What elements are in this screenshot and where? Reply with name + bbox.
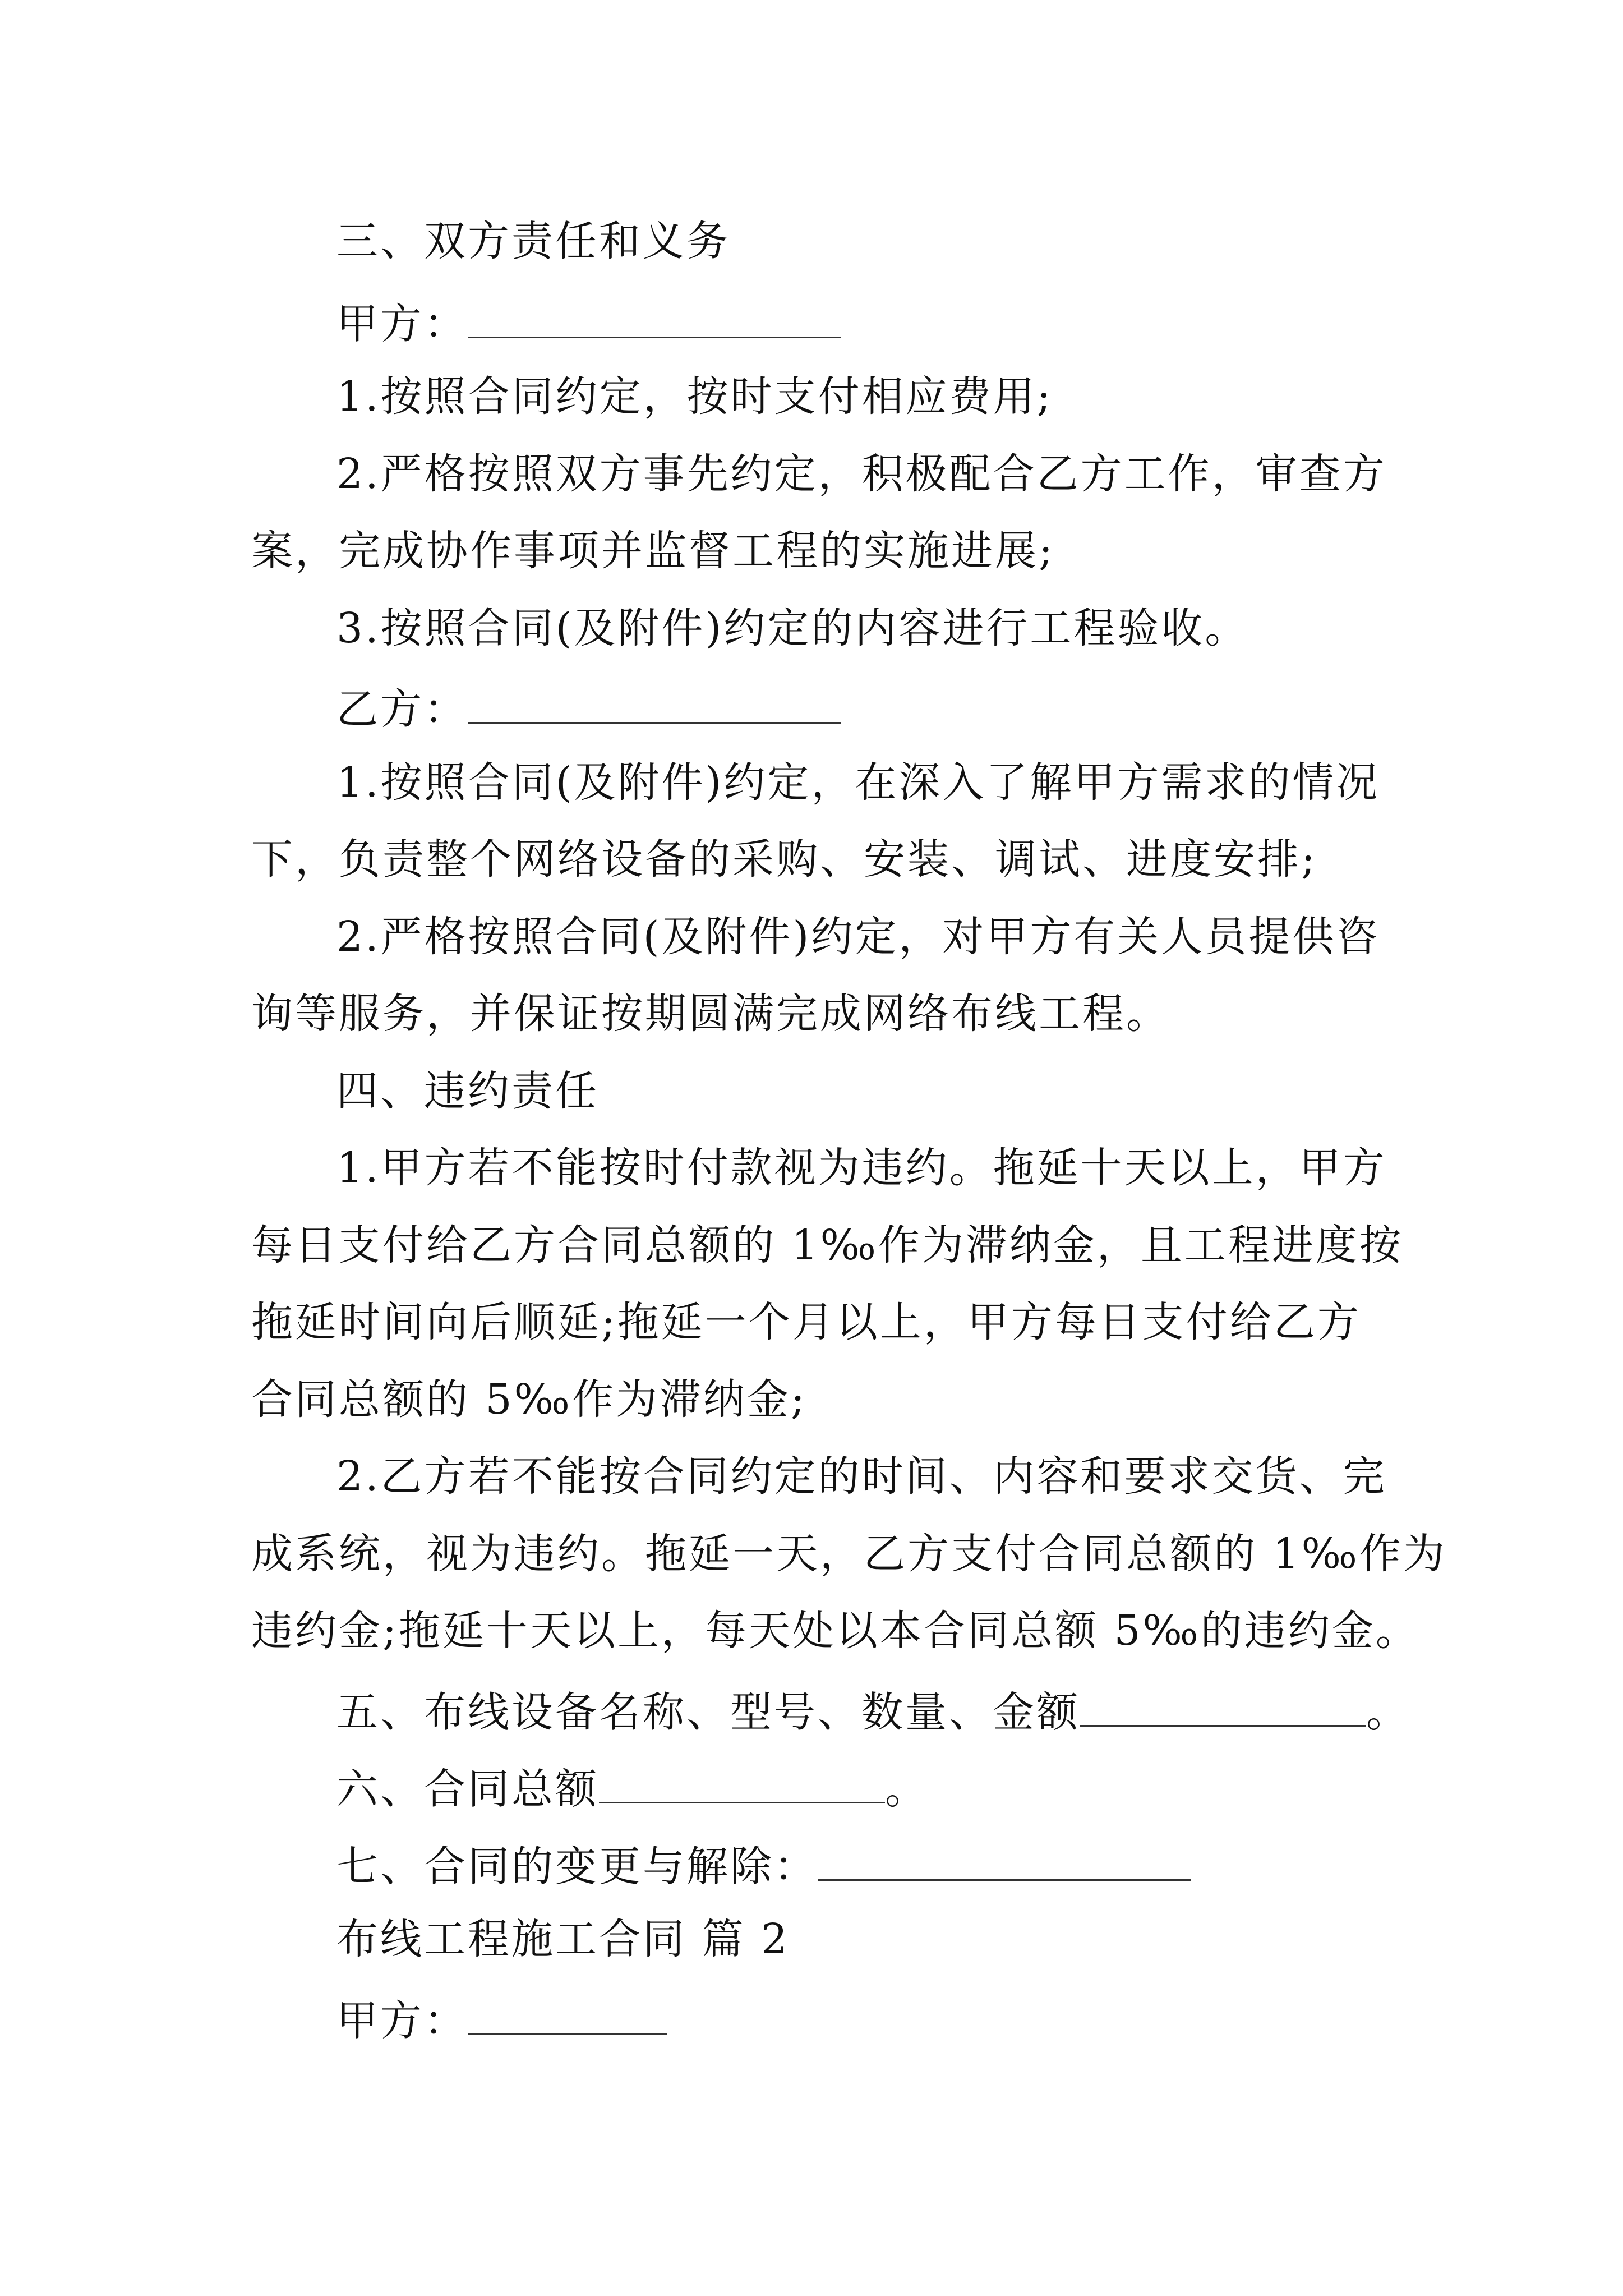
section6-end: 。 bbox=[885, 1765, 929, 1814]
party-a-blank-2 bbox=[468, 1996, 667, 2035]
a-item3: 3.按照合同(及附件)约定的内容进行工程验收。 bbox=[336, 604, 1249, 652]
v-item2-line2: 成系统，视为违约。拖延一天，乙方支付合同总额的 1‰作为 bbox=[251, 1530, 1447, 1578]
section4-heading: 四、违约责任 bbox=[336, 1067, 599, 1115]
section6-text: 六、合同总额 bbox=[336, 1765, 599, 1814]
party-a-line bbox=[336, 299, 841, 348]
party-b-line bbox=[336, 684, 841, 734]
title2: 布线工程施工合同 篇 2 bbox=[336, 1915, 790, 1963]
v-item1-line2: 每日支付给乙方合同总额的 1‰作为滞纳金，且工程进度按 bbox=[251, 1221, 1403, 1269]
a-item2-line1: 2.严格按照双方事先约定，积极配合乙方工作，审查方 bbox=[336, 450, 1387, 498]
party-a-label-2: 甲方： bbox=[336, 1996, 468, 2045]
v-item1-line3: 拖延时间向后顺延;拖延一个月以上，甲方每日支付给乙方 bbox=[251, 1298, 1361, 1346]
b-item1-line1: 1.按照合同(及附件)约定，在深入了解甲方需求的情况 bbox=[336, 758, 1380, 807]
section7-line bbox=[336, 1842, 1191, 1891]
party-b-blank bbox=[468, 684, 841, 724]
section3-heading: 三、双方责任和义务 bbox=[336, 217, 730, 265]
b-item1-line2: 下，负责整个网络设备的采购、安装、调试、进度安排; bbox=[251, 835, 1317, 884]
b-item2-line2: 询等服务，并保证按期圆满完成网络布线工程。 bbox=[251, 990, 1170, 1038]
section7-text: 七、合同的变更与解除： bbox=[336, 1842, 818, 1891]
section5-text: 五、布线设备名称、型号、数量、金额 bbox=[336, 1688, 1080, 1737]
section5-blank bbox=[1080, 1687, 1366, 1727]
v-item2-line1: 2.乙方若不能按合同约定的时间、内容和要求交货、完 bbox=[336, 1452, 1387, 1501]
a-item2-line2: 案，完成协作事项并监督工程的实施进展; bbox=[251, 527, 1055, 575]
a-item1: 1.按照合同约定，按时支付相应费用; bbox=[336, 372, 1053, 421]
party-a-blank bbox=[468, 299, 841, 338]
v-item1-line1: 1.甲方若不能按时付款视为违约。拖延十天以上，甲方 bbox=[336, 1144, 1387, 1192]
party-b-label: 乙方： bbox=[336, 685, 468, 734]
party-a-line-2 bbox=[336, 1996, 667, 2045]
section5-end: 。 bbox=[1366, 1688, 1410, 1737]
party-a-label: 甲方： bbox=[336, 300, 468, 348]
section7-blank bbox=[818, 1842, 1191, 1881]
section6-blank bbox=[599, 1764, 885, 1803]
v-item2-line3: 违约金;拖延十天以上，每天处以本合同总额 5‰的违约金。 bbox=[251, 1607, 1419, 1655]
b-item2-line1: 2.严格按照合同(及附件)约定，对甲方有关人员提供咨 bbox=[336, 913, 1380, 961]
section5-line bbox=[336, 1687, 1410, 1737]
v-item1-line4: 合同总额的 5‰作为滞纳金; bbox=[251, 1375, 807, 1424]
section6-line bbox=[336, 1764, 929, 1814]
